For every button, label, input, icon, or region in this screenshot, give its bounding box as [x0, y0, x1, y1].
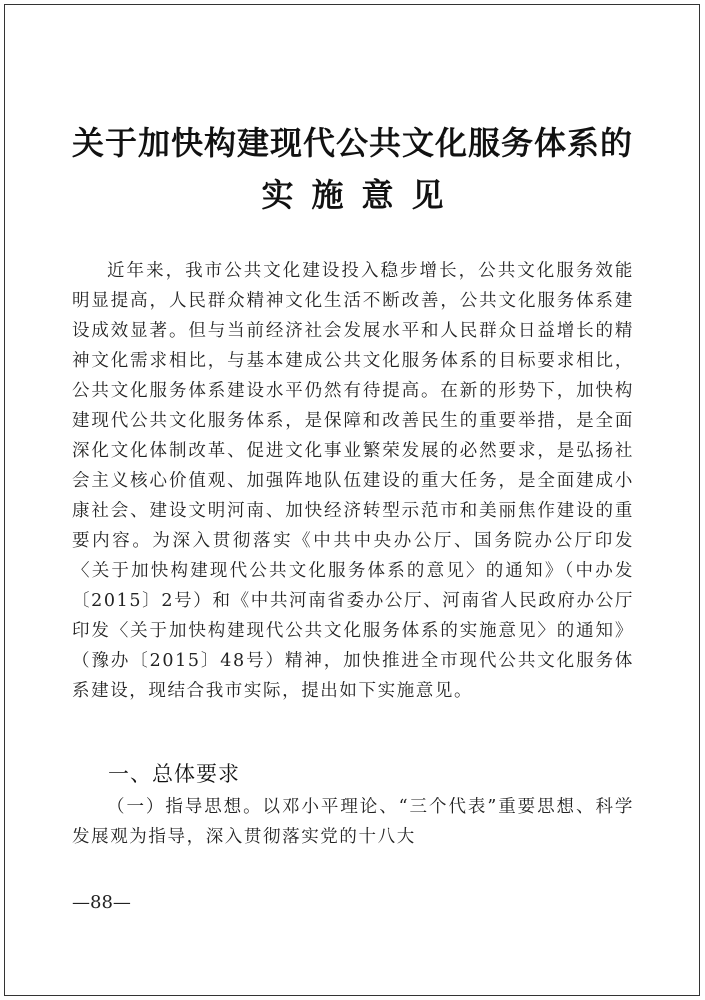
intro-paragraph: 近年来，我市公共文化建设投入稳步增长，公共文化服务效能明显提高，人民群众精神文化生活不断改善，公共文化服务体系建设成效显著。但与当前经济社会发展水平和人民群众日益增长的精神文化需求相比，与基本建成公共文化服务体系的目标要求相比，公共文化服务体系建设水平仍然有待提高。在新的形势下，加快构建现代公共文化服务体系，是保障和改善民生的重要举措，是全面深化文化体制改革、促进文化事业繁荣发展的必然要求，是弘扬社会主义核心价值观、加强阵地队伍建设的重大任务，是全面建成小康社会、建设文明河南、加快经济转型示范市和美丽焦作建设的重要内容。为深入贯彻落实《中共中央办公厅、国务院办公厅印发〈关于加快构建现代公共文化服务体系的意见〉的通知》（中办发〔2015〕2号）和《中共河南省委办公厅、河南省人民政府办公厅印发〈关于加快构建现代公共文化服务体系的实施意见〉的通知》（豫办〔2015〕48号）精神，加快推进全市现代公共文化服务体系建设，现结合我市实际，提出如下实施意见。 [72, 261, 634, 701]
page-number: —88— [72, 892, 131, 913]
document-title-line-1: 关于加快构建现代公共文化服务体系的 [71, 124, 633, 162]
section-heading-general-requirements: 一、总体要求 [108, 762, 240, 786]
guiding-ideology-paragraph: （一）指导思想。以邓小平理论、“三个代表”重要思想、科学发展观为指导，深入贯彻落实党的十八大 [72, 797, 634, 847]
document-title-line-2: 实施意见 [261, 176, 462, 214]
